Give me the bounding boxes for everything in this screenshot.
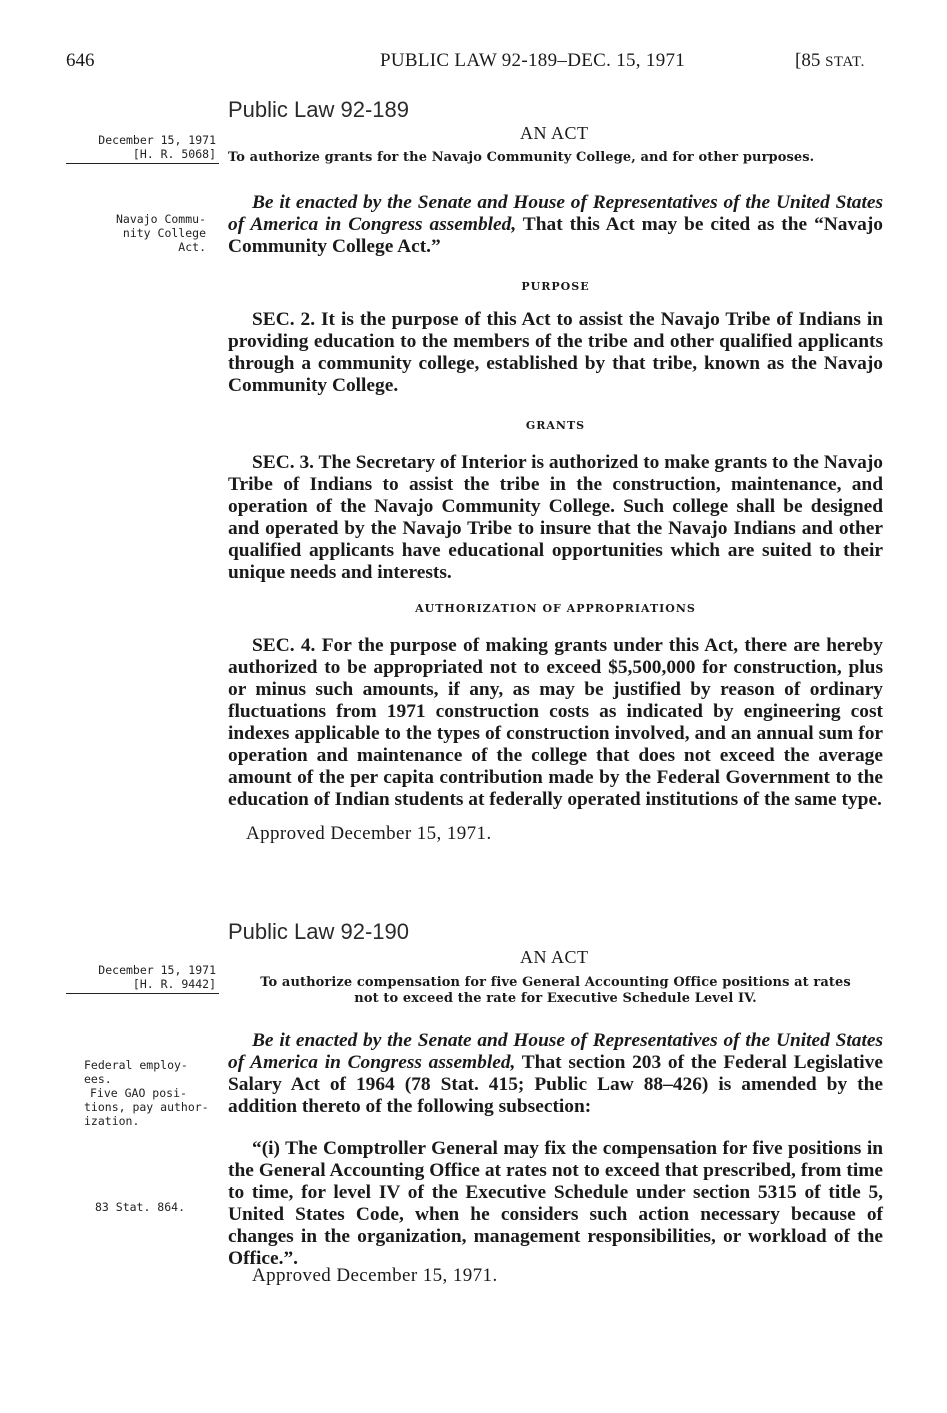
law2-subsection-text: “(i) The Comptroller General may fix the compensation for five positions in the General Accounting Office at rates not to exceed that prescribed, from time to time, for level IV of the Executive Schedule under section 5315 of title 5, United States Code, when he considers such action necessary because of changes in the organization, management responsibilities, or workload of the Office.”.: [228, 1138, 883, 1269]
law1-margin-short-title: [90, 212, 206, 254]
law1-section-4: [228, 635, 883, 811]
running-title: PUBLIC LAW 92-189–DEC. 15, 1971: [380, 50, 686, 71]
law2-enacting-rest: That section 203 of the Federal Legislative Salary Act of 1964 (78 Stat. 415; Public Law 88–426) is amended by the addition thereto of the following subsection:: [228, 1052, 883, 1117]
law2-enacting-clause: [228, 1030, 883, 1118]
law2-margin-date: December 15, 1971: [98, 963, 216, 977]
law1-sec3-text: SEC. 3. The Secretary of Interior is authorized to make grants to the Navajo Tribe of Indians to assist the tribe in the construction, maintenance, and operation of the Navajo Community College. Such college shall be designed and operated by the Navajo Tribe to insure that the Navajo Indians and other qualified applicants have educational opportunities which are suited to their unique needs and interests.: [228, 452, 883, 583]
law1-section-3: [228, 452, 883, 584]
law1-approved: Approved December 15, 1971.: [246, 823, 492, 844]
law1-title: Public Law 92-189: [228, 97, 410, 122]
law1-sec4-text: SEC. 4. For the purpose of making grants under this Act, there are hereby authorized to be appropriated not to exceed $5,500,000 for construction, plus or minus such amounts, if any, as may be justified by reason of ordinary fluctuations from 1971 construction costs as indicated by engineering cost indexes applicable to the types of construction involved, and an annual sum for operation and maintenance of the college that does not exceed the average amount of the per capita contribution made by the Federal Government to the education of Indian students at federally operated institutions of the same type.: [228, 635, 883, 810]
statute-volume-label: STAT.: [825, 54, 865, 70]
statute-volume-ref: [795, 50, 865, 72]
law1-sec2-text: SEC. 2. It is the purpose of this Act to assist the Navajo Tribe of Indians in providing education to the members of the tribe and other qualified applicants through a community college, established by that tribe, known as the Navajo Community College.: [228, 309, 883, 396]
law2-purpose-line2: not to exceed the rate for Executive Schedule Level IV.: [354, 991, 757, 1006]
page-number: 646: [66, 50, 95, 71]
law1-margin-bill: [H. R. 5068]: [132, 147, 216, 161]
statute-volume-prefix: [85: [795, 50, 826, 71]
law1-margin-rule: [66, 163, 219, 164]
law1-purpose: To authorize grants for the Navajo Community College, and for other purposes.: [228, 150, 815, 165]
law2-an-act: AN ACT: [520, 947, 589, 967]
law1-enacting-rest: That this Act may be cited as the “Navajo Community College Act.”: [228, 214, 884, 257]
law1-enacting-italic: Be it enacted by the Senate and House of Representatives of the United States of America in Congress assembled,: [228, 192, 883, 235]
law2-margin-note-line5: ization.: [84, 1114, 140, 1128]
law2-approved: Approved December 15, 1971.: [252, 1265, 498, 1286]
law2-enacting-italic: Be it enacted by the Senate and House of Representatives of the United States of America in Congress assembled,: [228, 1030, 883, 1073]
law2-purpose-line1: To authorize compensation for five General Accounting Office positions at rates: [260, 975, 851, 990]
law2-subsection-i: [228, 1138, 883, 1270]
heading-authorization: AUTHORIZATION OF APPROPRIATIONS: [415, 602, 696, 615]
law2-margin-note-line2: ees.: [84, 1072, 112, 1086]
law2-margin-rule: [66, 993, 219, 994]
law1-enacting-clause: [228, 192, 883, 258]
law2-margin-note-line1: Federal employ-: [84, 1058, 188, 1072]
law2-margin-note-line3: Five GAO posi-: [90, 1086, 187, 1100]
law2-margin-stat: 83 Stat. 864.: [95, 1200, 186, 1214]
law1-margin-date: December 15, 1971: [98, 133, 216, 147]
law1-margin-short-title-line2: nity College Act.: [122, 226, 206, 254]
heading-purpose: PURPOSE: [521, 280, 590, 293]
law1-section-2: [228, 309, 883, 397]
law2-margin-note-line4: tions, pay author-: [84, 1100, 209, 1114]
law1-margin-short-title-line1: Navajo Commu-: [115, 212, 206, 226]
law2-margin-bill: [H. R. 9442]: [132, 977, 216, 991]
law2-margin-notes: [84, 1058, 214, 1128]
law1-an-act: AN ACT: [520, 123, 589, 143]
law2-purpose: [228, 975, 883, 1007]
heading-grants: GRANTS: [525, 419, 586, 432]
law2-title: Public Law 92-190: [228, 919, 410, 944]
